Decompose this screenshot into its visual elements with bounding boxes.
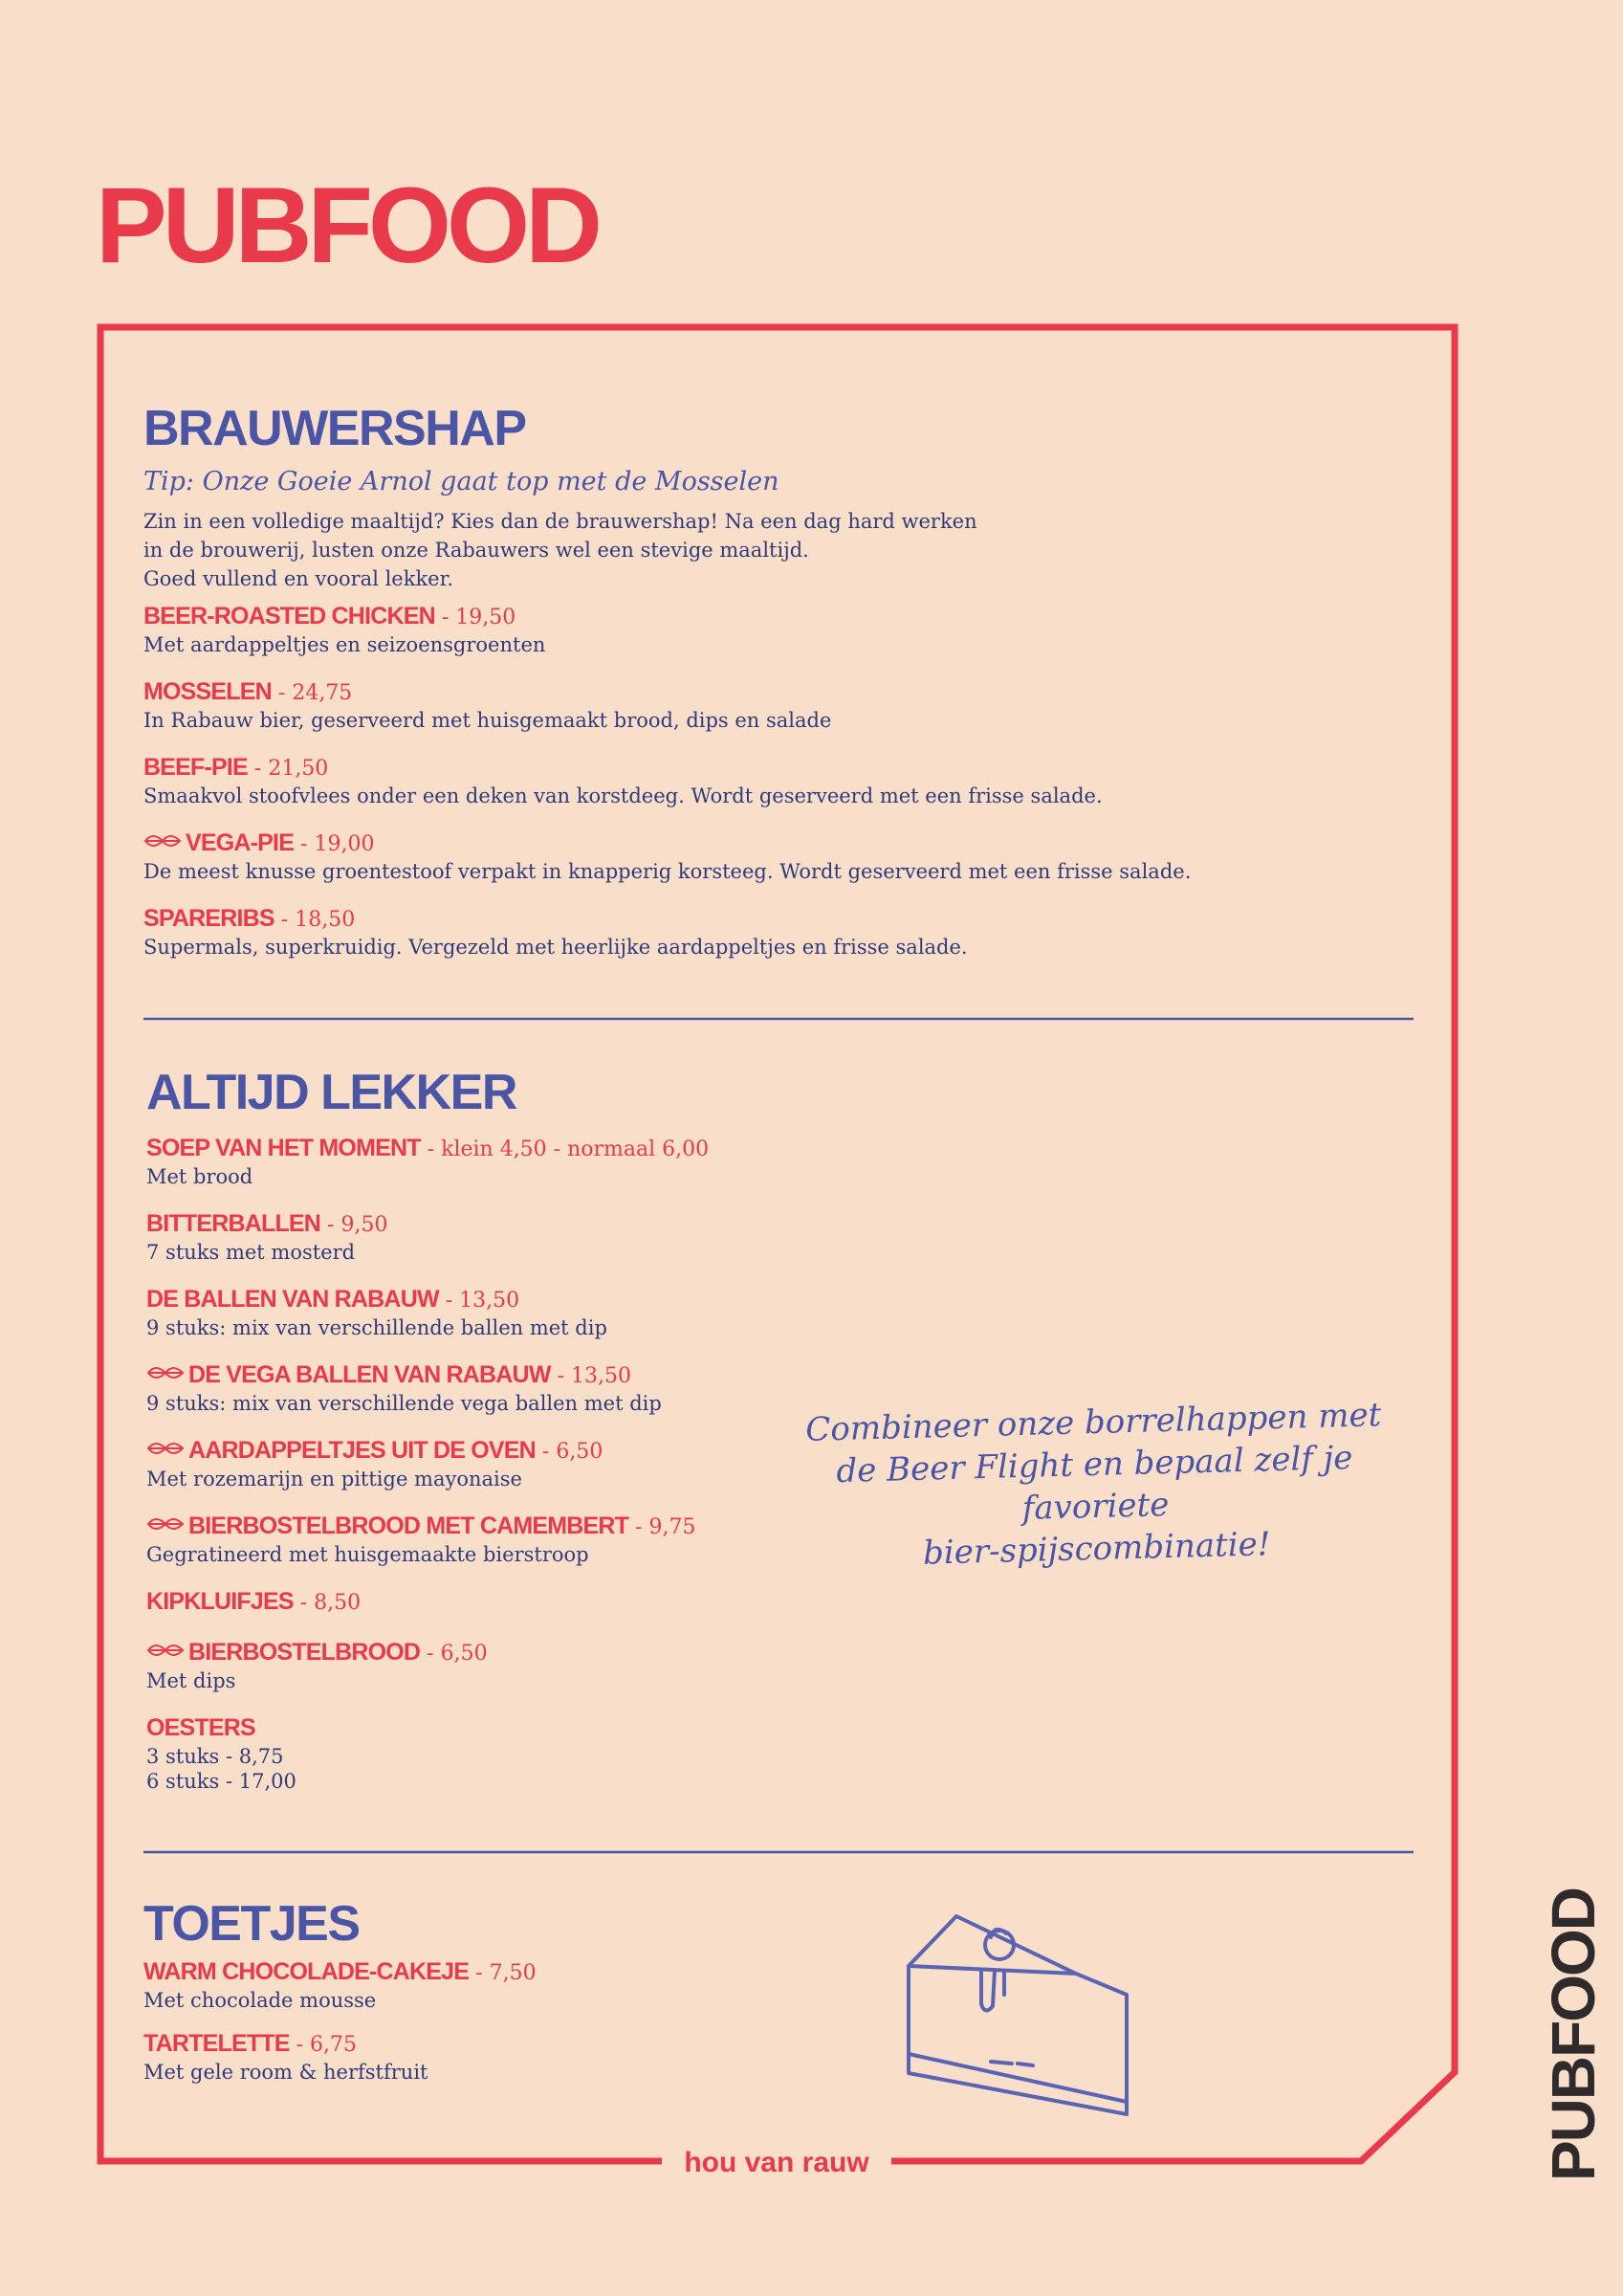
menu-item-description: Gegratineerd met huisgemaakte bierstroop — [146, 1543, 589, 1566]
menu-item-header — [146, 1588, 873, 1618]
menu-item-name: DE BALLEN VAN RABAUW — [146, 1286, 439, 1313]
section-heading: TOETJES — [143, 1896, 360, 1952]
menu-item-description: In Rabauw bier, geserveerd met huisgemaakt brood, dips en salade — [143, 709, 832, 733]
footer-tagline: hou van rauw — [662, 2142, 891, 2184]
menu-item-name: OESTERS — [146, 1714, 255, 1741]
intro-line: Goed vullend en vooral lekker. — [143, 567, 454, 591]
menu-list — [143, 603, 1406, 960]
section-intro — [143, 507, 1406, 593]
menu-item-name: TARTELETTE — [143, 2030, 290, 2057]
menu-item-name: SOEP VAN HET MOMENT — [146, 1135, 421, 1161]
menu-item — [146, 1361, 873, 1416]
menu-item-name: BIERBOSTELBROOD — [188, 1639, 421, 1666]
menu-item-description: Met rozemarijn en pittige mayonaise — [146, 1468, 522, 1490]
menu-item — [146, 1714, 873, 1794]
menu-item-header — [143, 1958, 870, 1988]
menu-item-description: 9 stuks: mix van verschillende vega ballen met dip — [146, 1392, 662, 1415]
menu-item-price: - 24,75 — [271, 681, 353, 706]
promo-line: Combineer onze borrelhappen met — [804, 1396, 1382, 1449]
menu-item-name: WARM CHOCOLADE-CAKEJE — [143, 1958, 470, 1985]
menu-item-header — [146, 1286, 873, 1315]
menu-item-price: - 7,50 — [469, 1961, 537, 1985]
menu-item-description: De meest knusse groentestoof verpakt in knapperig korsteeg. Wordt geserveerd met een frisse salade. — [143, 860, 1192, 884]
menu-item-price: - 13,50 — [550, 1364, 632, 1388]
section-heading: BRAUWERSHAP — [143, 401, 526, 456]
menu-item-name: BITTERBALLEN — [146, 1210, 321, 1237]
menu-item — [143, 1958, 870, 2013]
menu-item-name: VEGA-PIE — [186, 829, 295, 857]
menu-item-price: - 18,50 — [274, 908, 356, 933]
menu-item — [146, 1210, 873, 1265]
menu-item-price: - 6,75 — [289, 2033, 358, 2057]
menu-item-header — [146, 1639, 873, 1668]
menu-item-price: - 9,75 — [628, 1515, 696, 1539]
menu-item-price: - 19,00 — [294, 832, 375, 857]
promo-note — [782, 1394, 1408, 1578]
menu-item-name: MOSSELEN — [143, 678, 272, 706]
page-title: PUBFOOD — [96, 166, 598, 285]
menu-item-price: - 21,50 — [247, 757, 329, 782]
menu-item-name: BEER-ROASTED CHICKEN — [143, 603, 435, 630]
menu-item-description: Met dips — [146, 1669, 236, 1692]
menu-item-price: - klein 4,50 - normaal 6,00 — [420, 1137, 710, 1161]
menu-list — [146, 1135, 873, 1794]
menu-item-header — [146, 1361, 873, 1391]
side-title-vertical: PUBFOOD — [1539, 1888, 1608, 2181]
menu-item-description: Met brood — [146, 1165, 253, 1188]
menu-item-price: - 9,50 — [320, 1213, 388, 1237]
menu-item-description: Supermals, superkruidig. Vergezeld met heerlijke aardappeltjes en frisse salade. — [143, 936, 968, 960]
section-brauwershap — [143, 401, 1406, 981]
menu-item-name: BIERBOSTELBROOD MET CAMEMBERT — [188, 1512, 629, 1539]
menu-item-description: Met gele room & herfstfruit — [143, 2061, 428, 2084]
leaf-icon — [143, 829, 182, 852]
menu-item-price: - 13,50 — [438, 1289, 520, 1313]
menu-item — [143, 905, 1406, 960]
menu-item-price: - 19,50 — [434, 606, 516, 630]
menu-item-name: KIPKLUIFJES — [146, 1588, 294, 1615]
menu-list — [143, 1958, 870, 2085]
menu-item — [143, 829, 1406, 884]
leaf-icon — [146, 1361, 185, 1384]
section-tip: Tip: Onze Goeie Arnol gaat top met de Mosselen — [143, 467, 779, 497]
menu-item-header — [143, 2030, 870, 2060]
menu-item-header — [146, 1210, 873, 1240]
menu-item-description: 6 stuks - 17,00 — [146, 1770, 296, 1793]
menu-item — [146, 1135, 873, 1189]
menu-item-name: SPARERIBS — [143, 905, 274, 933]
menu-item-price: - 8,50 — [293, 1591, 362, 1615]
leaf-icon — [146, 1512, 185, 1535]
menu-item — [143, 2030, 870, 2085]
menu-item — [146, 1286, 873, 1340]
menu-item-header — [143, 603, 1406, 632]
intro-line: Zin in een volledige maaltijd? Kies dan de brauwershap! Na een dag hard werken — [143, 510, 977, 534]
menu-item — [143, 754, 1406, 808]
cake-slice-illustration — [899, 1899, 1138, 2119]
section-toetjes — [143, 1896, 870, 2102]
menu-item-header — [143, 905, 1406, 935]
menu-item-header — [146, 1714, 873, 1744]
menu-item-header — [146, 1135, 873, 1164]
menu-item-price: - 6,50 — [420, 1642, 488, 1666]
menu-item-description: 9 stuks: mix van verschillende ballen met dip — [146, 1316, 607, 1339]
leaf-icon — [146, 1437, 185, 1460]
section-altijd-lekker — [146, 1065, 873, 1815]
menu-item-header — [143, 754, 1406, 784]
promo-line: de Beer Flight en bepaal zelf je favoriete — [835, 1438, 1353, 1528]
menu-item-name: DE VEGA BALLEN VAN RABAUW — [188, 1361, 551, 1388]
menu-item-price: - 6,50 — [535, 1440, 603, 1464]
menu-item — [146, 1639, 873, 1693]
section-heading: ALTIJD LEKKER — [146, 1065, 516, 1120]
menu-item — [143, 678, 1406, 733]
menu-item-header — [143, 829, 1406, 859]
menu-item-description: 7 stuks met mosterd — [146, 1241, 356, 1264]
intro-line: in de brouwerij, lusten onze Rabauwers wel een stevige maaltijd. — [143, 539, 809, 563]
menu-item-header — [146, 1437, 873, 1467]
menu-item-description: Met aardappeltjes en seizoensgroenten — [143, 633, 546, 657]
menu-item — [146, 1437, 873, 1491]
menu-item-description: Met chocolade mousse — [143, 1989, 377, 2012]
menu-item-name: BEEF-PIE — [143, 754, 248, 782]
menu-item-header — [146, 1512, 873, 1542]
leaf-icon — [146, 1639, 185, 1662]
promo-line: bier-spijscombinatie! — [922, 1525, 1271, 1573]
menu-item-description: Smaakvol stoofvlees onder een deken van korstdeeg. Wordt geserveerd met een frisse salade. — [143, 784, 1103, 808]
menu-item — [146, 1588, 873, 1618]
menu-item-description: 3 stuks - 8,75 — [146, 1745, 284, 1768]
menu-item — [143, 603, 1406, 657]
menu-item — [146, 1512, 873, 1567]
menu-item-header — [143, 678, 1406, 708]
menu-item-name: AARDAPPELTJES UIT DE OVEN — [188, 1437, 536, 1464]
